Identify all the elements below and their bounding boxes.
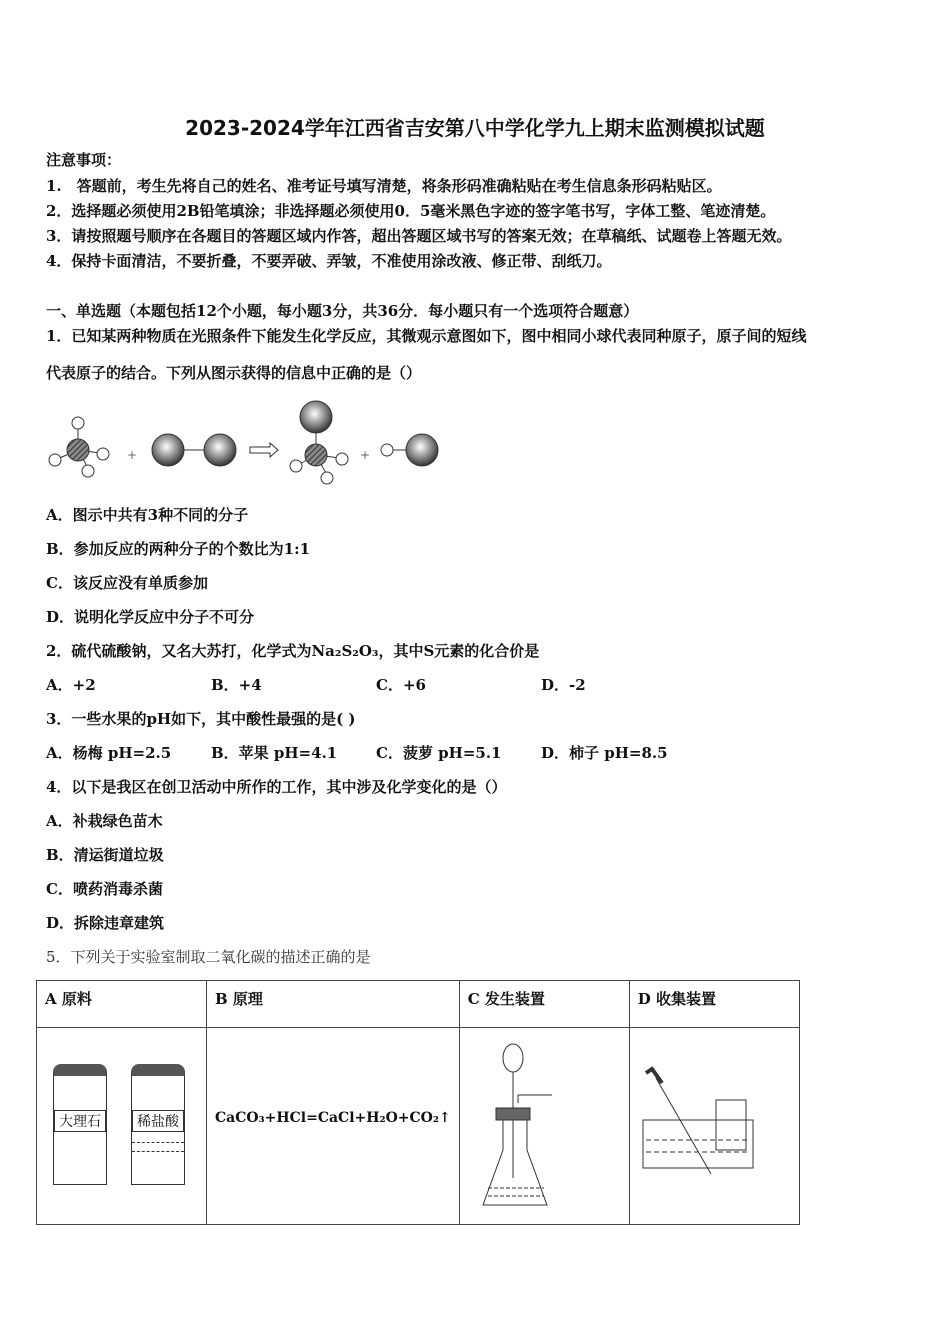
notice-heading: 注意事项： [46, 151, 122, 169]
q4-option-b: B．清运街道垃圾 [46, 846, 164, 864]
q2-option-c: C．+6 [376, 676, 426, 694]
question-2-stem: 2．硫代硫酸钠，又名大苏打，化学式为Na₂S₂O₃，其中S元素的化合价是 [46, 642, 540, 660]
question-5-stem: 5．下列关于实验室制取二氧化碳的描述正确的是 [46, 948, 371, 966]
materials-cell [37, 1028, 207, 1225]
q4-option-c: C．喷药消毒杀菌 [46, 880, 163, 898]
q1-option-a: A．图示中共有3种不同的分子 [46, 506, 249, 524]
page-title: 2023-2024学年江西省吉安第八中学化学九上期末监测模拟试题 [185, 116, 765, 140]
bottle-label: 稀盐酸 [132, 1110, 184, 1132]
bottle-label: 大理石 [54, 1110, 106, 1132]
section-heading: 一、单选题（本题包括12个小题，每小题3分，共36分．每小题只有一个选项符合题意） [46, 302, 639, 320]
reaction-diagram [40, 395, 450, 485]
q3-option-a: A．杨梅 pH=2.5 [46, 744, 172, 762]
q2-option-a: A．+2 [46, 676, 96, 694]
notice-item: 1. 答题前，考生先将自己的姓名、准考证号填写清楚，将条形码准确粘贴在考生信息条形码粘贴区。 [46, 177, 722, 195]
generation-apparatus [468, 1028, 608, 1218]
q1-option-d: D．说明化学反应中分子不可分 [46, 608, 255, 626]
q2-option-d: D．-2 [541, 676, 586, 694]
svg-text:+: + [360, 448, 371, 462]
bottle-acid [131, 1064, 185, 1185]
collection-apparatus [638, 1028, 778, 1218]
q2-option-b: B．+4 [211, 676, 262, 694]
notice-item: 3．请按照题号顺序在各题目的答题区域内作答，超出答题区域书写的答案无效；在草稿纸、试题卷上答题无效。 [46, 227, 792, 245]
question-1-stem: 代表原子的结合。下列从图示获得的信息中正确的是（） [46, 364, 422, 382]
principle-cell [207, 1028, 460, 1225]
q3-option-c: C．菠萝 pH=5.1 [376, 744, 502, 762]
reaction-equation: CaCO₃+HCl=CaCl+H₂O+CO₂↑ [215, 1110, 451, 1126]
header-d: D 收集装置 [629, 981, 799, 1028]
q4-option-a: A．补栽绿色苗木 [46, 812, 163, 830]
q1-option-b: B．参加反应的两种分子的个数比为1:1 [46, 540, 311, 558]
generator-cell [459, 1028, 629, 1225]
q3-option-d: D．柿子 pH=8.5 [541, 744, 668, 762]
q3-option-b: B．苹果 pH=4.1 [211, 744, 338, 762]
header-a: A 原料 [37, 981, 207, 1028]
notice-item: 4．保持卡面清洁，不要折叠，不要弄破、弄皱，不准使用涂改液、修正带、刮纸刀。 [46, 252, 612, 270]
collection-cell [629, 1028, 799, 1225]
header-b: B 原理 [207, 981, 460, 1028]
question-3-stem: 3．一些水果的pH如下，其中酸性最强的是( ) [46, 710, 356, 728]
notice-item: 2．选择题必须使用2B铅笔填涂；非选择题必须使用0．5毫米黑色字迹的签字笔书写，字体工整、笔迹清楚。 [46, 202, 776, 220]
question-1-stem: 1．已知某两种物质在光照条件下能发生化学反应，其微观示意图如下，图中相同小球代表同种原子，原子间的短线 [46, 327, 807, 345]
q1-option-c: C．该反应没有单质参加 [46, 574, 208, 592]
bottle-marble [53, 1064, 107, 1185]
svg-text:+: + [127, 448, 138, 462]
header-c: C 发生装置 [459, 981, 629, 1028]
q4-option-d: D．拆除违章建筑 [46, 914, 165, 932]
question-4-stem: 4．以下是我区在创卫活动中所作的工作，其中涉及化学变化的是（） [46, 778, 507, 796]
q5-options-table [36, 980, 800, 1225]
